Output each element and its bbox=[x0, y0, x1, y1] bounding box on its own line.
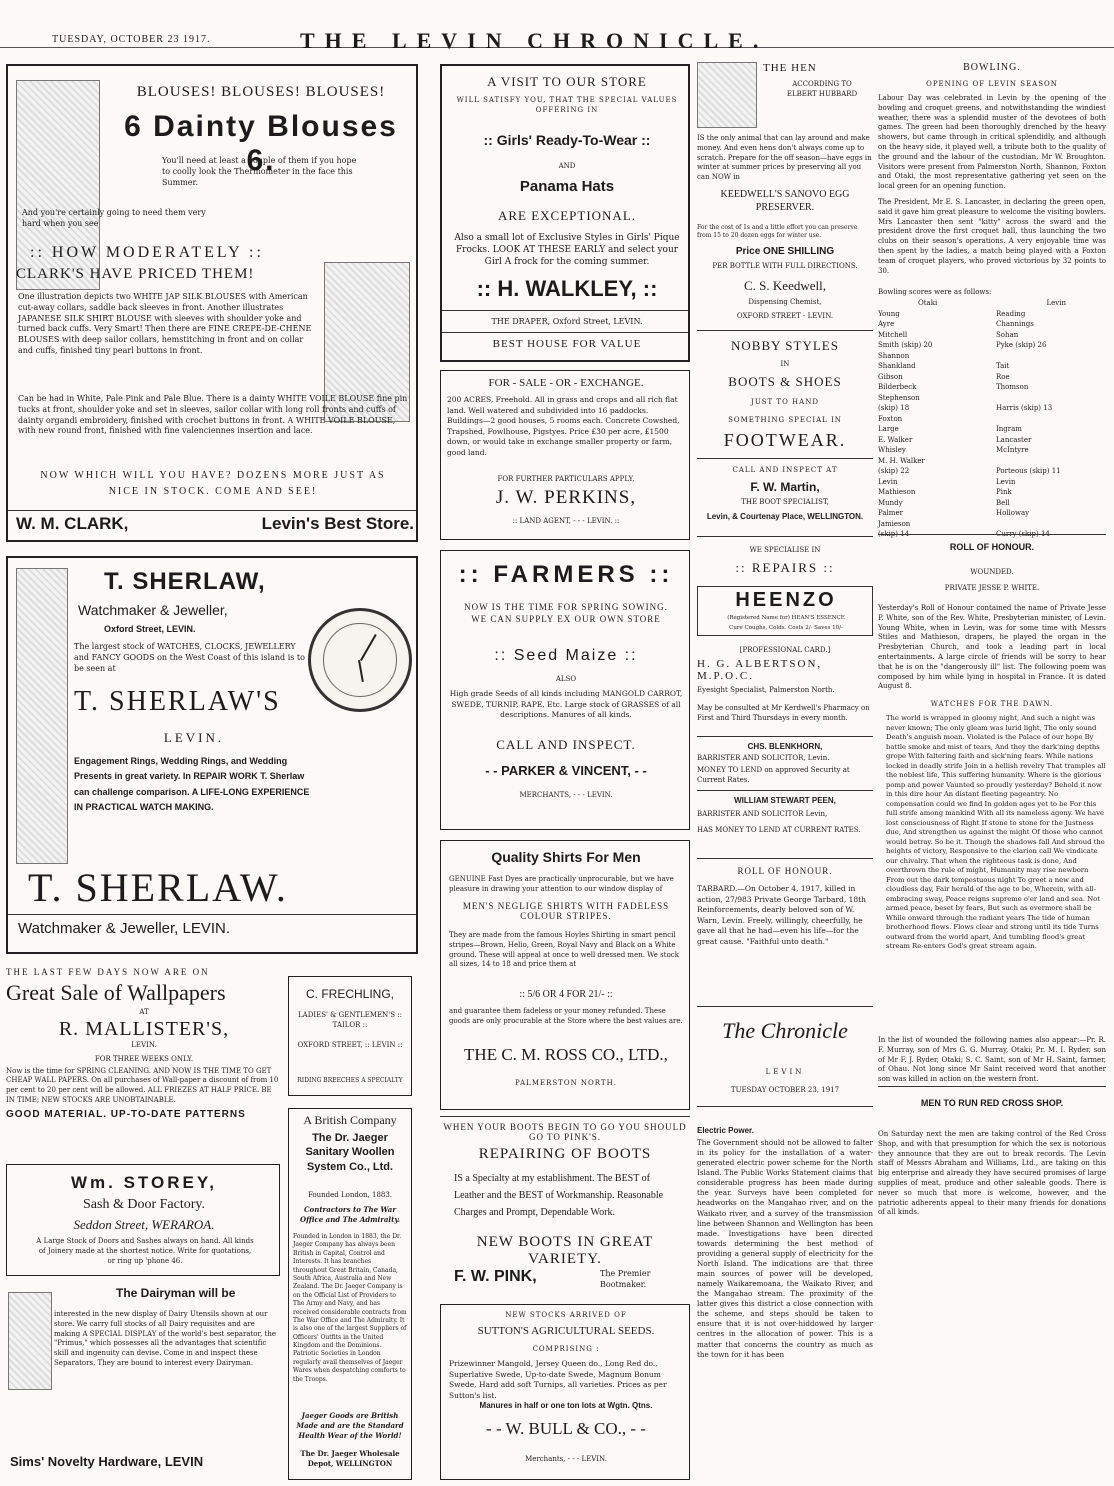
electric-body: The Government should not be allowed to falter in its policy for the installation of a water-generated electric power scheme for the North Island. The Public Works Statement claims that considerable progress has been made during the year. Surveys have been completed for headworks on the Mangahao river, and on the Waikato river, and a survey of the transmission line between Shannon and Wellington has been made. Investigations have been directed towards determining the best method of providing a general supply of electricity for the North Island. The indications are that three main sources of power will be developed, namely Waikaremoana, the Waikato River, and the Mangahao stream. The proximity of the latter gives this district a close connection with the scheme, and steps should be taken to ensure that it is not over-hiddowed by larger centres in the allocation of power. This is a matter that concerns the country as much as the town for it has been bbox=[697, 1138, 873, 1359]
chronicle-date: TUESDAY OCTOBER 23, 1917 bbox=[730, 1086, 840, 1094]
bull-advert bbox=[440, 1304, 690, 1480]
walkley-and: AND bbox=[558, 162, 576, 170]
mallister-footer: GOOD MATERIAL. UP-TO-DATE PATTERNS bbox=[6, 1108, 246, 1120]
scores-cell-left: Gibson bbox=[878, 372, 903, 381]
hen-body: IS the only animal that can lay around and make money. And even hens don't always come up to scratch. Prepare for the off season—have eggs in winter at summer prices by preserving all you can NOW in bbox=[697, 134, 872, 182]
scores-row bbox=[878, 309, 1106, 320]
ross-body-2: They are made from the famous Hoyles Shirting in smart pencil stripes—Brown, Helio, Green, Royal Navy and Black on a White ground. These will appeal at once to well dressed men. We stock all sizes, 14 to 18 and price them at bbox=[449, 931, 679, 969]
scores-cell-left: Large bbox=[878, 425, 899, 433]
scores-row bbox=[878, 456, 1106, 467]
sherlaw-footer: Watchmaker & Jeweller, LEVIN. bbox=[18, 920, 231, 937]
sherlaw-body: The largest stock of WATCHES, CLOCKS, JEWELLERY and FANCY GOODS on the West Coast of this island is to be seen at bbox=[74, 642, 305, 673]
scores-cell-right: Holloway bbox=[996, 509, 1030, 517]
scores-cell-left: Stephenson bbox=[878, 393, 920, 402]
martin-h1: NOBBY STYLES bbox=[731, 338, 839, 353]
roll-body: TARBARD.—On October 4, 1917, killed in action, 27/983 Private George Tarbard, 18th Reinforcements, dearly beloved son of W. Warn, Levin. Freely, willingly, cheerfully, he gave all that he had—even his life—for the great cause. "Faithful unto death." bbox=[697, 884, 866, 946]
bull-name: - - W. BULL & CO., - - bbox=[486, 1419, 646, 1438]
scores-cell-right bbox=[996, 519, 1106, 530]
clark-signature-tag: Levin's Best Store. bbox=[261, 514, 414, 533]
ross-price: :: 5/6 OR 4 FOR 21/- :: bbox=[519, 989, 613, 1000]
clark-h2a: :: HOW MODERATELY :: bbox=[30, 244, 264, 261]
ross-name: THE C. M. ROSS CO., LTD., bbox=[464, 1045, 668, 1064]
pink-body: IS a Specialty at my establishment. The BEST of Leather and the BEST of Workmanship. Reasonable Charges and Prompt, Dependable Work. bbox=[454, 1173, 664, 1218]
scores-cell-left: Shannon bbox=[878, 351, 910, 360]
jaeger-founded: Founded London, 1883. bbox=[307, 1191, 393, 1199]
column-1 bbox=[6, 56, 418, 1472]
white-roll-body: Yesterday's Roll of Honour contained the name of Private Jesse P. White, son of the Rev. White, Presbyterian minister, of Levin. Young White, when in Levin, was for some time with Messrs Stiles and Mathieson, drapers, he played the organ in the Presbyterian Church, and took a leading part in local entertainments. A large circle of friends will be sorry to hear that he is on the "dangerously ill" list. The following poem was composed by him while lying in hospital in France. It is dated August 8. bbox=[878, 604, 1106, 691]
sherlaw-shop: T. SHERLAW'S bbox=[74, 686, 281, 717]
professional-cards bbox=[697, 646, 873, 876]
martin-specialise: WE SPECIALISE IN bbox=[749, 546, 821, 554]
separator-illustration bbox=[8, 1292, 52, 1390]
chronicle-title: The Chronicle bbox=[722, 1018, 848, 1043]
walkley-name: :: H. WALKLEY, :: bbox=[476, 276, 658, 301]
scores-row bbox=[878, 414, 1106, 425]
scores-row bbox=[878, 340, 1106, 351]
roll-of-honour-white bbox=[878, 534, 1106, 1474]
card-albertson-body: May be consulted at Mr Kerdwell's Pharmacy on First and Third Thursdays in every month. bbox=[697, 704, 870, 722]
sherlaw-name: T. SHERLAW, bbox=[104, 568, 266, 595]
perkins-footer: :: LAND AGENT, - - - LEVIN. :: bbox=[512, 517, 620, 525]
scores-cell-left: Jamieson bbox=[878, 519, 911, 528]
walkley-advert bbox=[440, 64, 690, 362]
scores-cell-left: Foxton bbox=[878, 414, 903, 423]
redcross-head: MEN TO RUN RED CROSS SHOP. bbox=[920, 1098, 1064, 1108]
pink-name: F. W. PINK, bbox=[454, 1268, 537, 1285]
scores-cell-left: Mitchell bbox=[878, 330, 908, 339]
martin-in: IN bbox=[780, 360, 790, 368]
storey-body: A Large Stock of Doors and Sashes always on hand. All kinds of Joinery made at the shortest notice. Write for quotations, or ring up 'phone 46. bbox=[36, 1237, 254, 1265]
jaeger-advert bbox=[288, 1108, 412, 1480]
scores-row bbox=[878, 382, 1106, 393]
card-blenkhorn-name: CHS. BLENKHORN, bbox=[747, 742, 823, 751]
sherlaw-big-name: T. SHERLAW. bbox=[28, 865, 288, 910]
keedwell-advert bbox=[697, 62, 873, 328]
scores-cell-left: Palmer bbox=[878, 509, 903, 517]
frechling-address: OXFORD STREET, :: LEVIN :: bbox=[297, 1041, 403, 1049]
sims-advert bbox=[6, 1284, 280, 1480]
martin-call: CALL AND INSPECT AT bbox=[732, 466, 838, 474]
scores-cell-right: Pink bbox=[996, 488, 1012, 496]
card-peen-name: WILLIAM STEWART PEEN, bbox=[734, 796, 836, 805]
scores-cell-left: Smith (skip) 20 bbox=[878, 341, 933, 349]
clark-subhead: 6 Dainty Blouses 6. bbox=[124, 110, 398, 177]
scores-row bbox=[878, 466, 1106, 477]
heenzo-sub: (Registered Name for) HEAN'S ESSENCE bbox=[727, 615, 845, 621]
bull-body: Prizewinner Mangold, Jersey Queen do., Long Red do., Superlative Swede, Up-to-date Swede, Magnum Bonum Swede, Hard add soft Turnips, all varieties. Prices as per Sutton's list. bbox=[449, 1359, 667, 1400]
ross-body-3: and guarantee them fadeless or your money refunded. These goods are only procurable at the Store where the best values are. bbox=[449, 1007, 683, 1025]
walkley-exceptional: ARE EXCEPTIONAL. bbox=[497, 208, 637, 223]
card-peen-body: HAS MONEY TO LEND AT CURRENT RATES. bbox=[697, 826, 861, 834]
scores-cell-left: Shankland bbox=[878, 362, 916, 370]
sherlaw-trade: Watchmaker & Jeweller, bbox=[78, 602, 228, 618]
card-albertson-role: Eyesight Specialist, Palmerston North. bbox=[697, 686, 835, 694]
poem-after: In the list of wounded the following names also appear:—Pr. R. F. Murray, son of Mrs G. G. Murray, Otaki; Pr. M. I. Ryder, son of Mr F. J. Ryder, Otaki; S. C. Saint, son of Mr H. Saint, farmer, of Ohau. Not long since Mr Saint received word that another son was killed in action on the western front. bbox=[878, 1036, 1106, 1084]
clark-intro: You'll need at least a couple of them if you hope to coolly look the Thermometer in the face this Summer. bbox=[162, 156, 357, 187]
heenzo-brand: HEENZO bbox=[735, 589, 837, 611]
white-roll-sub: WOUNDED. bbox=[970, 568, 1014, 576]
walkley-item-1: :: Girls' Ready-To-Wear :: bbox=[483, 132, 651, 148]
scores-cell-right bbox=[996, 414, 1106, 425]
mallister-body: Now is the time for SPRING CLEANING. AND NOW IS THE TIME TO GET CHEAP WALL PAPERS. On all purchases of Wall-paper a discount of from 10 per cent to 20 per cent will be allowed. ALL FRIEZES AT HALF PRICE. BE IN TIME; NEW STOCKS ARE UNOBTAINABLE. bbox=[6, 1066, 279, 1104]
mallister-advert bbox=[6, 966, 282, 1154]
clark-intro-2: And you're certainly going to need them very hard when you see bbox=[22, 208, 206, 228]
scores-cell-right: Reading bbox=[996, 309, 1026, 318]
perkins-head: FOR - SALE - OR - EXCHANGE. bbox=[488, 377, 644, 389]
scores-row bbox=[878, 477, 1106, 488]
keedwell-trade: Dispensing Chemist, bbox=[748, 298, 822, 306]
hen-title: THE HEN bbox=[763, 62, 817, 74]
scores-cell-right: Harris (skip) 13 bbox=[996, 404, 1053, 412]
column-3 bbox=[697, 56, 873, 1472]
storey-trade: Sash & Door Factory. bbox=[83, 1197, 205, 1212]
scores-cell-left: Mathieson bbox=[878, 488, 916, 496]
parker-name: - - PARKER & VINCENT, - - bbox=[485, 763, 647, 778]
bowling-body: Labour Day was celebrated in Levin by the opening of the bowling and croquet greens, and notwithstanding the windiest weather, there was a splendid muster of the devotees of both games. The green had been thoroughly drenched by the heavy showers, but came through in critical splendidly, and although on the heavy side, it played well, a tribute both to the quality of the ground and the labour of the custodian, Mr W. Broughton. Visitors were present from Palmerston North, Shannon, Foxton and Otaki, the most representative gathering yet seen on the local green for an opening function. bbox=[878, 94, 1106, 191]
scores-row bbox=[878, 519, 1106, 530]
scores-cell-left: Whisley bbox=[878, 446, 906, 454]
hen-sub: ACCORDING TO ELBERT HUBBARD bbox=[786, 80, 858, 98]
scores-cell-right: Bell bbox=[996, 498, 1010, 507]
scores-cell-right: Channings bbox=[996, 320, 1034, 328]
jaeger-name: The Dr. Jaeger Sanitary Woollen System Co., Ltd. bbox=[305, 1132, 395, 1173]
electric-head: Electric Power. bbox=[697, 1126, 754, 1135]
pink-h2: REPAIRING OF BOOTS bbox=[478, 1146, 652, 1162]
bull-h2: SUTTON'S AGRICULTURAL SEEDS. bbox=[477, 1325, 655, 1337]
cards-label: [PROFESSIONAL CARD.] bbox=[739, 646, 831, 654]
mallister-at: AT bbox=[139, 1008, 149, 1017]
ross-advert bbox=[440, 840, 690, 1110]
martin-some: SOMETHING SPECIAL IN bbox=[728, 416, 842, 424]
storey-address: Seddon Street, WERAROA. bbox=[73, 1217, 215, 1232]
scores-cell-left: M. H. Walker bbox=[878, 456, 925, 465]
scores-cell-left: Mundy bbox=[878, 498, 903, 507]
scores-cell-right: Porteous (skip) 11 bbox=[996, 467, 1061, 475]
parker-call: CALL AND INSPECT. bbox=[496, 737, 636, 752]
storey-name: Wm. STOREY, bbox=[70, 1173, 218, 1192]
scores-row bbox=[878, 445, 1106, 456]
scores-cell-left: (skip) 14 bbox=[878, 530, 910, 538]
scores-cell-left: (skip) 18 bbox=[878, 404, 910, 412]
scores-row bbox=[878, 372, 1106, 383]
parker-item: :: Seed Maize :: bbox=[494, 647, 638, 664]
scores-cell-right: Sohan bbox=[996, 330, 1019, 339]
walkley-sub: WILL SATISFY YOU, THAT THE SPECIAL VALUES OFFERING IN bbox=[456, 96, 678, 114]
walkley-head: A VISIT TO OUR STORE bbox=[487, 74, 647, 89]
redcross-body: On Saturday next the men are taking control of the Red Cross Shop, and with that presumption for which the sex is notorious they announce that they are out to break records. The Levin staff of Messrs Abraham and Williams, Ltd., are taking on this big enterprise and already they have secured promises of large supplies of meat, produce and other saleable goods. There is never so much that more is welcome, however, and the patriotic adherents appeal to their many friends for donations of all kinds. bbox=[878, 1130, 1106, 1217]
keedwell-address: OXFORD STREET - LEVIN. bbox=[736, 312, 834, 320]
bull-head: NEW STOCKS ARRIVED OF bbox=[505, 1311, 627, 1319]
hen-per: PER BOTTLE WITH FULL DIRECTIONS. bbox=[712, 262, 858, 270]
scores-cell-right: Curry (skip) 14 bbox=[996, 530, 1050, 538]
scores-cell-right: McIntyre bbox=[996, 446, 1029, 454]
clark-headline: BLOUSES! BLOUSES! BLOUSES! bbox=[136, 84, 386, 100]
parker-advert bbox=[440, 550, 690, 830]
clark-body-2: Can be had in White, Pale Pink and Pale Blue. There is a dainty WHITE VOILE BLOUSE fine pin tucks at front, shoulder yoke and set in sleeves, sailor collar with long roll fronts and cuffs of dainty organdi embroidery, finished with crochet buttons in front. A WHITE VOILE BLOUSE, with new round front, finished with fine valenciennes insertion and lace. bbox=[18, 394, 408, 436]
martin-repairs: :: REPAIRS :: bbox=[735, 560, 835, 575]
poem-body: The world is wrapped in gloomy night, And such a night was never known; The only gleam was lurid light, The only sound Death's anguish moan. Violated is the Palace of our hope By battle smoke and mist of tears, And they the dark'ning depths grope With faltering faith and sick'ning fears. While nations locked in deadly strife Join in a hellish revelry That tramples all the noblest life, This suffering humanity. Where is the glorious pomp and power Vaunted so proudly yesterday? Behold it now in this dire hour An distant fleeting pageantry. No compensation could we find In golden ages yet to be For this full strife among mankind With all its nameless agony. We have lost consciousness of Right If stone to stone for the Justness due, And strengthen us against the might Of those who cannot would betray. So be it. Though the shadows fall And shroud the heights of victory, Responsive to the clarion call We vindicate our chivalry. That when the righteous task is done, And overthrown the rule of might, Humanity may rise newborn From out the dark tempestuous night To greet a new and cloudless day, Fair herald of the age to be, Wherein, with all-embracing sway, Peace reigns supreme o'er land and sea. Not armed peace, beset by fears, But such as evermore shall be While onward through the radiant years The tide of human brotherhood flows. Flows clear and strong until its tide Turns outward from the world apart, And tumbling flood's great stream Re-enters God's great stream again. bbox=[886, 714, 1106, 951]
scores-cell-right: Levin bbox=[996, 477, 1016, 486]
white-roll-head: ROLL OF HONOUR. bbox=[949, 542, 1035, 552]
frechling-advert bbox=[288, 976, 412, 1096]
jaeger-note: Jaeger Goods are British Made and are the Standard Health Wear of the World! bbox=[296, 1411, 404, 1440]
perkins-body: 200 ACRES, Freehold. All in grass and crops and all rich flat land. Well watered and subdivided into 16 paddocks. Buildings—2 good houses, 5 rooms each. Concrete Cowshed, Trapshed, Fowlhouse, Pigstyes. Price £30 per acre, £1500 down, or would take in exchange smaller property or farm, good land. bbox=[447, 395, 680, 457]
masthead-date: TUESDAY, OCTOBER 23 1917. bbox=[52, 34, 211, 45]
scores-cell-right: Tait bbox=[996, 362, 1010, 370]
walkley-address: THE DRAPER, Oxford Street, LEVIN. bbox=[491, 317, 643, 326]
bull-comprising: COMPRISING : bbox=[532, 1345, 600, 1353]
scores-cell-right bbox=[996, 351, 1106, 362]
bowling-scores-label: Bowling scores were as follows: bbox=[878, 288, 992, 296]
bowling-sub: OPENING OF LEVIN SEASON bbox=[926, 80, 1058, 88]
scores-cell-left: (skip) 22 bbox=[878, 467, 910, 475]
walkley-footer: BEST HOUSE FOR VALUE bbox=[492, 338, 642, 350]
scores-cell-left: Levin bbox=[878, 477, 898, 486]
scores-cell-right: Lancaster bbox=[996, 435, 1032, 444]
martin-name: F. W. Martin, bbox=[750, 480, 820, 494]
masthead-title: THE LEVIN CHRONICLE. bbox=[300, 28, 769, 53]
pink-new: NEW BOOTS IN GREAT VARIETY. bbox=[476, 1234, 654, 1267]
pocket-watch-illustration bbox=[308, 608, 412, 712]
card-blenkhorn-body: MONEY TO LEND on approved Security at Current Rates. bbox=[697, 766, 850, 784]
scores-row bbox=[878, 319, 1106, 330]
scores-row bbox=[878, 435, 1106, 446]
scores-header-left: Otaki bbox=[918, 299, 938, 307]
clark-h2b: CLARK'S HAVE PRICED THEM! bbox=[16, 266, 255, 282]
roll-head: ROLL OF HONOUR. bbox=[737, 866, 833, 876]
scores-row bbox=[878, 498, 1106, 509]
scores-header-row bbox=[878, 298, 1106, 309]
storey-advert bbox=[6, 1164, 280, 1276]
jaeger-top: A British Company bbox=[303, 1113, 397, 1127]
scores-row bbox=[878, 351, 1106, 362]
frechling-trade: LADIES' & GENTLEMEN'S :: TAILOR :: bbox=[298, 1011, 402, 1029]
parker-body: NOW IS THE TIME FOR SPRING SOWING. WE CAN SUPPLY EX OUR OWN STORE bbox=[464, 602, 668, 625]
scores-cell-left: Ayre bbox=[878, 320, 895, 328]
bowling-body-2: The President, Mr E. S. Lancaster, in declaring the green open, said it gave him great pleasure to welcome the visiting bowlers. Mrs Lancaster then sent "kitty" across the sward and the president drove the first croquet ball, thus launching the two clubs on their season's operations. A very enjoyable time was then spent by the ladies, a match being played with a Foxton team of croquet players, who proved victorious by 32 points to 30. bbox=[878, 198, 1106, 275]
mallister-town: LEVIN. bbox=[131, 1040, 157, 1049]
jaeger-body: Founded in London in 1883, the Dr. Jaeger Company has always been British in Capital, Control and Interests. It has branches throughout Great Britain, Canada, South Africa, Australia and New Zealand. The Dr. Jaeger Company is on the Official List of Providers to The Army and Navy, and has received considerable contracts from The War Office and The Admiralty. It is also one of the largest Suppliers of Officers' Outfits in the United Kingdom and the Dominions. Patriotic Societies in London regularly avail themselves of Jaeger Wares when despatching comforts to the Troops. bbox=[293, 1233, 407, 1383]
frechling-footer: RIDING BREECHES A SPECIALTY bbox=[297, 1077, 403, 1084]
martin-trade: THE BOOT SPECIALIST, bbox=[741, 498, 829, 506]
parker-also: ALSO bbox=[555, 675, 577, 683]
hen-body-2: For the cost of 1s and a little effort you can preserve from 15 to 20 dozen eggs for winter use. bbox=[697, 224, 858, 240]
bull-footer: Merchants, - - - LEVIN. bbox=[525, 1455, 607, 1463]
column-2 bbox=[440, 56, 690, 1472]
jaeger-footer: The Dr. Jaeger Wholesale Depot, WELLINGTON bbox=[300, 1449, 400, 1468]
mallister-weeks: FOR THREE WEEKS ONLY. bbox=[94, 1054, 194, 1063]
jaeger-contract: Contractors to The War Office and The Admiralty. bbox=[299, 1205, 401, 1224]
walkley-item-2: Panama Hats bbox=[519, 178, 615, 195]
martin-address: Levin, & Courtenay Place, WELLINGTON. bbox=[706, 512, 864, 521]
card-peen-role: BARRISTER AND SOLICITOR Levin, bbox=[697, 810, 828, 818]
clark-close: NOW WHICH WILL YOU HAVE? DOZENS MORE JUST AS NICE IN STOCK. COME AND SEE! bbox=[40, 470, 386, 497]
sherlaw-body-2: Engagement Rings, Wedding Rings, and Wedding Presents in great variety. In REPAIR WORK T. Sherlaw can challenge comparison. A LIFE-LONG EXPERIENCE IN PRACTICAL WATCH MAKING. bbox=[74, 756, 310, 812]
frechling-name: C. FRECHLING, bbox=[305, 987, 394, 1001]
martin-just: JUST TO HAND bbox=[751, 398, 819, 406]
mallister-name: R. MALLISTER'S, bbox=[58, 1017, 230, 1040]
scores-rows bbox=[878, 309, 1106, 540]
scores-cell-right bbox=[996, 456, 1106, 467]
scores-cell-right: Roe bbox=[996, 372, 1010, 381]
column-4 bbox=[878, 56, 1106, 1472]
scores-cell-right: Thomson bbox=[996, 383, 1029, 391]
walkley-body: Also a small lot of Exclusive Styles in Girls' Pique Frocks. LOOK AT THESE EARLY and select your Girl A frock for the coming summer. bbox=[454, 233, 680, 268]
scores-cell-left: Bilderbeck bbox=[878, 383, 917, 391]
heenzo-advert bbox=[697, 586, 873, 636]
parker-body-2: High grade Seeds of all kinds including MANGOLD CARROT, SWEDE, TURNIP, RAPE, Etc. Large stock of GRASSES of all descriptions. Manures of all kinds. bbox=[449, 689, 683, 719]
chronicle-nameplate bbox=[697, 1006, 873, 1118]
pink-advert bbox=[440, 1116, 690, 1296]
sims-head: The Dairyman will be bbox=[116, 1286, 236, 1300]
clark-advert bbox=[6, 64, 418, 542]
keedwell-name: C. S. Keedwell, bbox=[744, 278, 826, 293]
perkins-advert bbox=[440, 370, 690, 540]
parker-head: :: FARMERS :: bbox=[458, 561, 674, 588]
heenzo-footer: Cure Coughs, Colds. Costs 2/- Saves 10/- bbox=[729, 625, 843, 631]
poem-head: WATCHES FOR THE DAWN. bbox=[930, 700, 1054, 708]
ross-head: Quality Shirts For Men bbox=[491, 849, 641, 865]
white-roll-name: PRIVATE JESSE P. WHITE. bbox=[944, 584, 1040, 592]
scores-cell-right bbox=[996, 393, 1106, 404]
sherlaw-advert bbox=[6, 556, 418, 954]
hen-product: KEEDWELL'S SANOVO EGG PRESERVER. bbox=[720, 189, 850, 213]
ross-body: GENUINE Fast Dyes are practically unprocurable, but we have pleasure in drawing your attention to our window display of bbox=[449, 875, 674, 893]
card-blenkhorn-role: BARRISTER AND SOLICITOR, Levin. bbox=[697, 754, 830, 762]
pink-head: WHEN YOUR BOOTS BEGIN TO GO YOU SHOULD GO TO PINK'S. bbox=[443, 1122, 687, 1142]
parker-footer: MERCHANTS, - - - LEVIN. bbox=[519, 791, 613, 799]
scores-header-right: Levin bbox=[1046, 299, 1066, 307]
perkins-apply: FOR FURTHER PARTICULARS APPLY, bbox=[497, 475, 635, 483]
sherlaw-town: LEVIN. bbox=[163, 730, 225, 745]
scores-cell-left: E. Walker bbox=[878, 435, 913, 444]
masthead bbox=[0, 0, 1114, 53]
scores-cell-right: Ingram bbox=[996, 425, 1022, 433]
scores-row bbox=[878, 393, 1106, 404]
martin-h2: BOOTS & SHOES bbox=[728, 374, 842, 389]
ross-h2: MEN'S NEGLIGE SHIRTS WITH FADELESS COLOUR STRIPES. bbox=[462, 901, 670, 921]
bowling-scores-table bbox=[878, 298, 1106, 538]
martin-h3: FOOTWEAR. bbox=[723, 430, 847, 450]
perkins-name: J. W. PERKINS, bbox=[495, 487, 637, 508]
ross-footer: PALMERSTON NORTH. bbox=[515, 1079, 617, 1087]
hen-price: Price ONE SHILLING bbox=[735, 246, 835, 257]
scores-cell-left: Young bbox=[878, 309, 900, 318]
scores-row bbox=[878, 403, 1106, 414]
chronicle-town: LEVIN bbox=[765, 1068, 805, 1076]
bull-manure: Manures in half or one ton lots at Wgtn. Qtns. bbox=[479, 1401, 653, 1410]
scores-row bbox=[878, 361, 1106, 372]
clark-body: One illustration depicts two WHITE JAP SILK BLOUSES with American cut-away collars, saddle back sleeves in front. Another illustrates JAPANESE SILK SHIRT BLOUSE with sleeves with shoulder yoke and turned back cuffs. Very Smart! Then there are FINE CREPE-DE-CHENE BLOUSES with deep sailor collars, hemstitching in front and on collar and cuffs, finished tiny pearl buttons in front. bbox=[18, 292, 312, 355]
card-albertson-name: H. G. ALBERTSON, M.P.O.C. bbox=[697, 658, 823, 682]
scores-row bbox=[878, 330, 1106, 341]
sims-footer: Sims' Novelty Hardware, LEVIN bbox=[10, 1454, 204, 1469]
scores-row bbox=[878, 487, 1106, 498]
mallister-intro: THE LAST FEW DAYS NOW ARE ON bbox=[6, 967, 210, 977]
roll-of-honour-tarbard bbox=[697, 858, 873, 998]
sherlaw-address: Oxford Street, LEVIN. bbox=[104, 624, 196, 634]
scores-cell-right: Pyke (skip) 26 bbox=[996, 341, 1047, 349]
scores-row bbox=[878, 508, 1106, 519]
mallister-head: Great Sale of Wallpapers bbox=[6, 980, 226, 1006]
hen-illustration bbox=[697, 62, 757, 128]
clark-signature-name: W. M. CLARK, bbox=[16, 514, 129, 533]
bowling-head: BOWLING. bbox=[963, 62, 1021, 73]
sims-body: interested in the new display of Dairy Utensils shown at our store. We carry full stocks of all Dairy requisites and are making A SPECIAL DISPLAY of the world's best separator, the "Primus," which possesses all the advantages that scientific skill and ingenuity can devise. Come in and inspect these Separators. They are bound to interest every Dairyman. bbox=[54, 1310, 277, 1367]
scores-row bbox=[878, 424, 1106, 435]
electric-power-article bbox=[697, 1126, 873, 1482]
pink-tag: The Premier Bootmaker. bbox=[600, 1269, 651, 1290]
floral-border-illustration bbox=[16, 568, 68, 864]
